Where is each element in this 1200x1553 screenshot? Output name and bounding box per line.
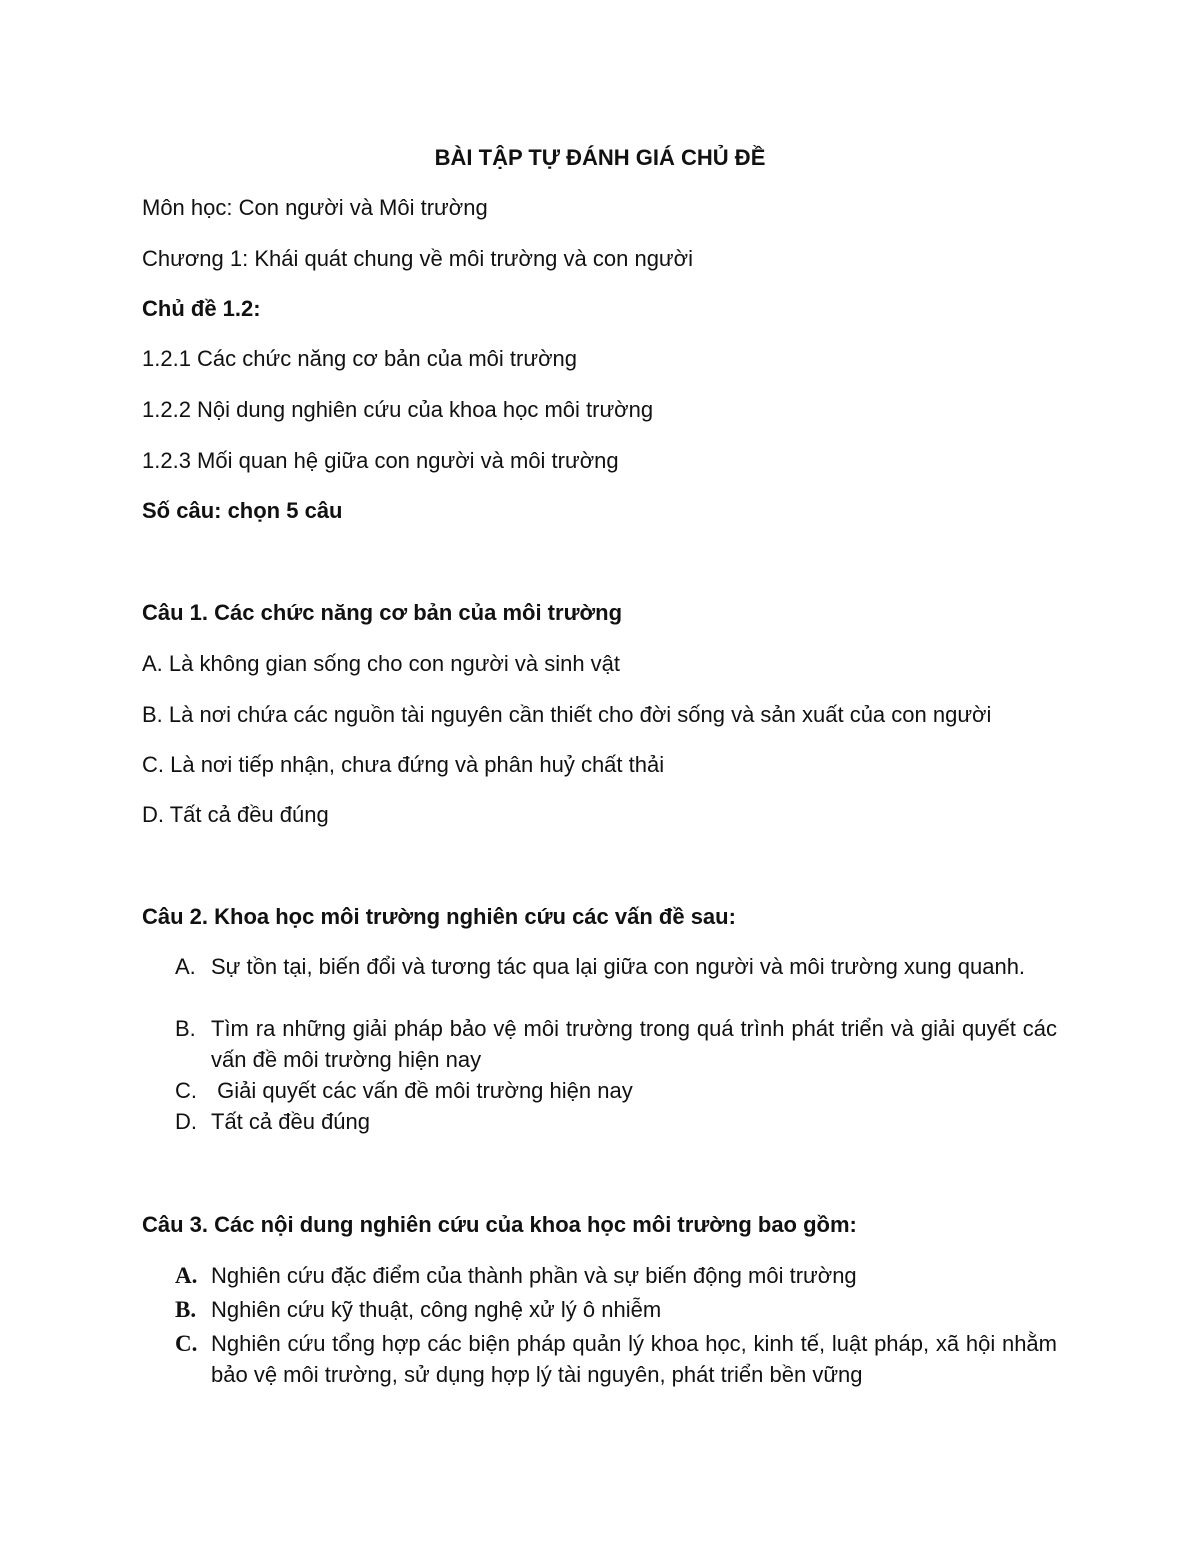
question-title: Câu 3. Các nội dung nghiên cứu của khoa học môi trường bao gồm:: [142, 1212, 857, 1237]
question-title: Câu 1. Các chức năng cơ bản của môi trường: [142, 600, 623, 625]
option-text: Sự tồn tại, biến đổi và tương tác qua lại giữa con người và môi trường xung quanh.: [211, 954, 1026, 979]
answer-option: C. Là nơi tiếp nhận, chưa đứng và phân huỷ chất thải: [142, 752, 665, 777]
page-title: BÀI TẬP TỰ ĐÁNH GIÁ CHỦ ĐỀ: [434, 145, 766, 170]
answer-option: [175, 1106, 1057, 1137]
subtopic-item: 1.2.2 Nội dung nghiên cứu của khoa học môi trường: [142, 397, 654, 422]
answer-option: A. Là không gian sống cho con người và sinh vật: [142, 651, 621, 676]
answer-option: [175, 1260, 1057, 1291]
option-text: Nghiên cứu tổng hợp các biện pháp quản lý khoa học, kinh tế, luật pháp, xã hội nhằm bảo vệ môi trường, sử dụng hợp lý tài nguyên, phát triển bền vững: [211, 1331, 1057, 1387]
answer-option: [175, 1013, 1057, 1075]
question-count: Số câu: chọn 5 câu: [142, 498, 343, 523]
option-text: Nghiên cứu đặc điểm của thành phần và sự biến động môi trường: [211, 1263, 857, 1288]
answer-option: [175, 1075, 1057, 1106]
answer-option: D. Tất cả đều đúng: [142, 802, 329, 827]
topic-heading: Chủ đề 1.2:: [142, 296, 261, 321]
option-label: C.: [175, 1078, 197, 1103]
option-label: A.: [175, 1263, 198, 1288]
option-label: B.: [175, 1016, 196, 1041]
answer-option: [175, 951, 1057, 982]
option-label: C.: [175, 1331, 198, 1356]
option-label: D.: [175, 1109, 197, 1134]
option-text: Giải quyết các vấn đề môi trường hiện nay: [211, 1078, 633, 1103]
answer-option: [175, 1328, 1057, 1390]
subject-line: Môn học: Con người và Môi trường: [142, 195, 488, 220]
answer-option: B. Là nơi chứa các nguồn tài nguyên cần thiết cho đời sống và sản xuất của con người: [142, 702, 992, 727]
option-text: Tất cả đều đúng: [211, 1109, 371, 1134]
subtopic-item: 1.2.1 Các chức năng cơ bản của môi trường: [142, 346, 577, 371]
option-text: Nghiên cứu kỹ thuật, công nghệ xử lý ô nhiễm: [211, 1297, 662, 1322]
question-title: Câu 2. Khoa học môi trường nghiên cứu các vấn đề sau:: [142, 904, 736, 929]
answer-option: [175, 1294, 1057, 1325]
option-label: A.: [175, 954, 196, 979]
chapter-line: Chương 1: Khái quát chung về môi trường và con người: [142, 246, 693, 271]
subtopic-item: 1.2.3 Mối quan hệ giữa con người và môi trường: [142, 448, 619, 473]
option-text: Tìm ra những giải pháp bảo vệ môi trường trong quá trình phát triển và giải quyết các vấn đề môi trường hiện nay: [211, 1016, 1057, 1072]
option-label: B.: [175, 1297, 197, 1322]
